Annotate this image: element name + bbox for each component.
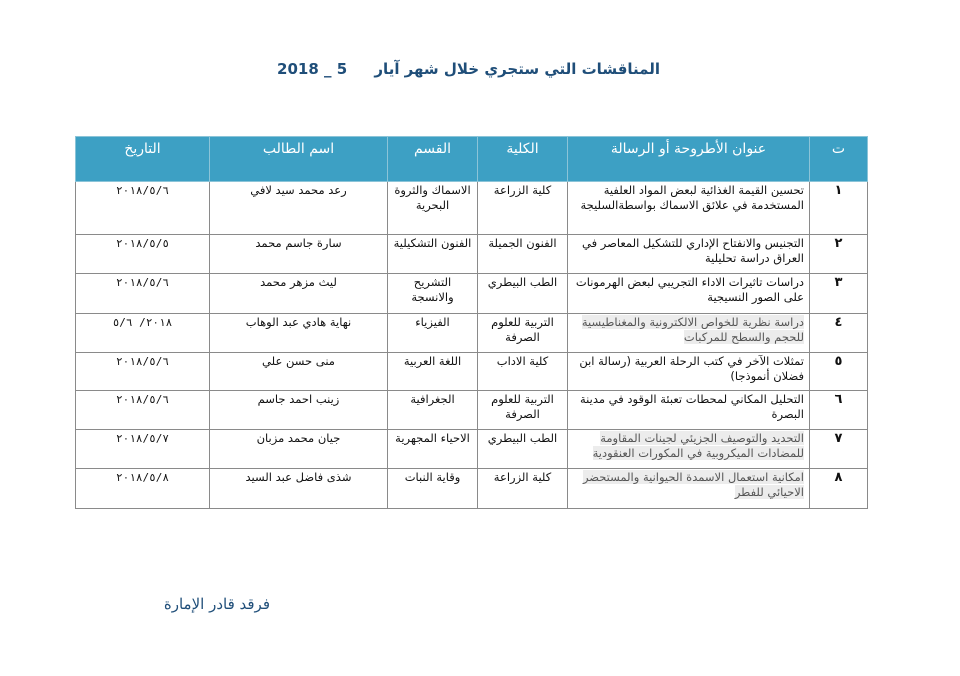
row-college: كلية الاداب [478, 353, 568, 391]
row-student: ليث مزهر محمد [210, 274, 388, 314]
row-thesis: التجنيس والانفتاح الإداري للتشكيل المعاصر في العراق دراسة تحليلية [568, 235, 810, 274]
row-num: ٤ [810, 314, 868, 353]
row-date: ٢٠١٨/ ٥/٦ [76, 314, 210, 353]
row-num: ٧ [810, 430, 868, 469]
row-department: وقاية النبات [388, 469, 478, 509]
row-student: زينب احمد جاسم [210, 391, 388, 430]
table-header-row [76, 137, 868, 182]
row-thesis: تحسين القيمة الغذائية لبعض المواد العلفية المستخدمة في علائق الاسماك بواسطةالسليجة [568, 182, 810, 235]
row-date: ٢٠١٨/٥/٦ [76, 353, 210, 391]
signature: فرقد قادر الإمارة [163, 595, 270, 613]
page-title-text: المناقشات التي ستجري خلال شهر آيار [374, 60, 660, 78]
row-thesis: دراسات تاثيرات الاداء التجريبي لبعض الهرمونات على الصور النسيجية [568, 274, 810, 314]
discussions-table [75, 136, 868, 509]
row-thesis: التحليل المكاني لمحطات تعبئة الوقود في مدينة البصرة [568, 391, 810, 430]
header-student: اسم الطالب [210, 137, 388, 182]
row-thesis [568, 469, 810, 509]
row-college: التربية للعلوم الصرفة [478, 391, 568, 430]
row-department: الاسماك والثروة البحرية [388, 182, 478, 235]
row-date: ٢٠١٨/٥/٦ [76, 391, 210, 430]
table-row [76, 391, 868, 430]
header-thesis: عنوان الأطروحة أو الرسالة [568, 137, 810, 182]
header-num: ت [810, 137, 868, 182]
page-title-year: 2018 _ 5 [277, 60, 348, 78]
row-num: ٢ [810, 235, 868, 274]
row-student: شذى فاضل عبد السيد [210, 469, 388, 509]
row-college: الفنون الجميلة [478, 235, 568, 274]
table-row [76, 182, 868, 235]
table-row [76, 430, 868, 469]
header-date: التاريخ [76, 137, 210, 182]
row-num: ١ [810, 182, 868, 235]
row-date: ٢٠١٨/٥/٦ [76, 182, 210, 235]
row-thesis: تمثلات الآخر في كتب الرحلة العربية (رسالة ابن فضلان أنموذجا) [568, 353, 810, 391]
row-college: كلية الزراعة [478, 469, 568, 509]
header-college: الكلية [478, 137, 568, 182]
row-thesis-text: دراسة نظرية للخواص الالكترونية والمغناطيسية للحجم والسطح للمركبات [581, 315, 804, 344]
table-row [76, 353, 868, 391]
row-date: ٢٠١٨/٥/٥ [76, 235, 210, 274]
row-student: جيان محمد مزبان [210, 430, 388, 469]
table-row [76, 314, 868, 353]
table-row [76, 274, 868, 314]
page-title [277, 60, 660, 78]
row-num: ٦ [810, 391, 868, 430]
row-department: الاحياء المجهرية [388, 430, 478, 469]
row-department: الجغرافية [388, 391, 478, 430]
row-college: الطب البيطري [478, 274, 568, 314]
row-department: الفيزياء [388, 314, 478, 353]
row-thesis [568, 430, 810, 469]
row-college: الطب البيطري [478, 430, 568, 469]
row-department: التشريح والانسجة [388, 274, 478, 314]
row-student: نهاية هادي عبد الوهاب [210, 314, 388, 353]
row-college: كلية الزراعة [478, 182, 568, 235]
row-date: ٢٠١٨/٥/٦ [76, 274, 210, 314]
row-student: سارة جاسم محمد [210, 235, 388, 274]
row-thesis [568, 314, 810, 353]
row-thesis-text: التحديد والتوصيف الجزيئي لجينات المقاومة للمضادات الميكروبية في المكورات العنقودية [592, 431, 804, 460]
row-student: رعد محمد سيد لافي [210, 182, 388, 235]
row-department: اللغة العربية [388, 353, 478, 391]
table-row [76, 235, 868, 274]
row-num: ٥ [810, 353, 868, 391]
row-num: ٨ [810, 469, 868, 509]
row-date: ٢٠١٨/٥/٨ [76, 469, 210, 509]
row-thesis-text: امكانية استعمال الاسمدة الحيوانية والمستحضر الاحيائي للفطر [582, 470, 804, 499]
row-num: ٣ [810, 274, 868, 314]
row-college: التربية للعلوم الصرفة [478, 314, 568, 353]
row-student: منى حسن علي [210, 353, 388, 391]
row-date: ٢٠١٨/٥/٧ [76, 430, 210, 469]
row-department: الفنون التشكيلية [388, 235, 478, 274]
header-department: القسم [388, 137, 478, 182]
table-row [76, 469, 868, 509]
